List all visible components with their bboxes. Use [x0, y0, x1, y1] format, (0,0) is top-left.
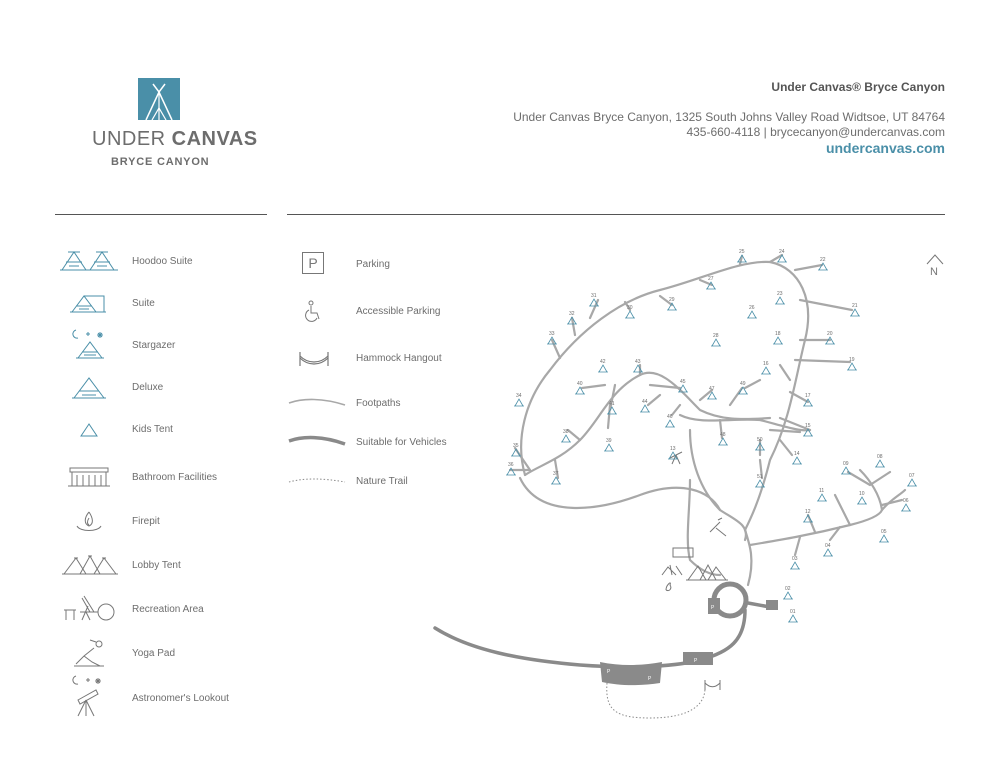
campsite-18 — [773, 331, 783, 344]
campsite-markers — [506, 249, 917, 622]
legend-label-suite: Suite — [132, 298, 155, 309]
campsite-11 — [817, 488, 827, 501]
legend-label-stargazer: Stargazer — [132, 340, 176, 351]
tent-icon — [783, 592, 793, 599]
parking-glyph: P — [607, 669, 611, 675]
site-number: 51 — [757, 474, 763, 480]
site-number: 09 — [843, 461, 849, 467]
tent-icon — [640, 405, 650, 412]
legend-label-lobby-tent: Lobby Tent — [132, 560, 181, 571]
campsite-42 — [598, 359, 608, 372]
address-line: Under Canvas Bryce Canyon, 1325 South Johns Valley Road Widtsoe, UT 84764 — [513, 110, 945, 124]
site-number: 17 — [805, 393, 811, 399]
campsite-43 — [633, 359, 643, 372]
site-number: 35 — [513, 443, 519, 449]
tent-icon — [514, 399, 524, 406]
legend-label-suitable-for-vehicles: Suitable for Vehicles — [356, 437, 447, 448]
property-title: Under Canvas® Bryce Canyon — [771, 80, 945, 94]
campsite-08 — [875, 454, 885, 467]
site-number: 08 — [877, 454, 883, 460]
site-number: 05 — [881, 529, 887, 535]
site-number: 31 — [591, 293, 597, 299]
nature-trail — [607, 683, 705, 718]
campsite-34 — [514, 393, 524, 406]
campsite-04 — [823, 543, 833, 556]
campsite-19 — [847, 357, 857, 370]
legend-label-firepit: Firepit — [132, 516, 160, 527]
campsite-22 — [818, 257, 828, 270]
campsite-24 — [777, 249, 787, 262]
site-number: 40 — [577, 381, 583, 387]
site-number: 45 — [680, 379, 686, 385]
tent-icon — [625, 311, 635, 318]
legend-label-deluxe: Deluxe — [132, 382, 164, 393]
site-number: 19 — [849, 357, 855, 363]
hammock-hangout-marker — [705, 680, 720, 690]
tent-icon — [773, 337, 783, 344]
tent-icon — [879, 535, 889, 542]
site-number: 30 — [627, 305, 633, 311]
site-number: 22 — [820, 257, 826, 263]
legend-label-parking: Parking — [356, 259, 390, 270]
campsite-14 — [792, 451, 802, 464]
site-number: 46 — [667, 414, 673, 420]
compass-north-label: N — [930, 266, 938, 278]
tent-icon — [775, 297, 785, 304]
accessible-parking-lot — [766, 600, 778, 610]
site-number: 36 — [508, 462, 514, 468]
footpath — [521, 262, 808, 530]
tent-icon — [875, 460, 885, 467]
legend-label-hoodoo-suite: Hoodoo Suite — [132, 256, 193, 267]
site-number: 41 — [609, 401, 615, 407]
logo-subtitle: BRYCE CANYON — [111, 156, 210, 168]
campsite-16 — [761, 361, 771, 374]
campsite-05 — [879, 529, 889, 542]
tent-icon — [747, 311, 757, 318]
tent-icon — [788, 615, 798, 622]
tent-icon — [665, 420, 675, 427]
site-number: 33 — [549, 331, 555, 337]
site-number: 12 — [805, 509, 811, 515]
site-number: 42 — [600, 359, 606, 365]
parking-glyph: P — [711, 605, 715, 611]
tent-icon — [718, 438, 728, 445]
tent-icon — [604, 444, 614, 451]
site-number: 02 — [785, 586, 791, 592]
legend-label-bathroom: Bathroom Facilities — [132, 472, 218, 483]
campsite-20 — [825, 331, 835, 344]
tent-icon — [551, 477, 561, 484]
recreation-marker — [662, 565, 682, 575]
logo-wordmark: UNDER CANVAS — [92, 128, 258, 150]
campsite-10 — [857, 491, 867, 504]
site-number: 29 — [669, 297, 675, 303]
campsite-36 — [506, 462, 516, 475]
campsite-28 — [711, 333, 721, 346]
site-number: 44 — [642, 399, 648, 405]
campsite-01 — [788, 609, 798, 622]
site-number: 16 — [763, 361, 769, 367]
site-number: 49 — [740, 381, 746, 387]
tent-icon — [561, 435, 571, 442]
campsite-23 — [775, 291, 785, 304]
campsite-37 — [551, 471, 561, 484]
tent-icon — [847, 363, 857, 370]
tent-icon — [790, 562, 800, 569]
legend-label-hammock-hangout: Hammock Hangout — [356, 353, 442, 364]
legend-label-recreation-area: Recreation Area — [132, 604, 204, 615]
site-number: 11 — [819, 488, 825, 494]
site-number: 39 — [606, 438, 612, 444]
legend-label-nature-trail: Nature Trail — [356, 476, 408, 487]
site-number: 13 — [670, 446, 676, 452]
site-number: 18 — [775, 331, 781, 337]
footpath-network — [510, 255, 905, 585]
site-number: 26 — [749, 305, 755, 311]
footpath — [795, 495, 850, 555]
campsite-07 — [907, 473, 917, 486]
site-number: 48 — [720, 432, 726, 438]
legend-label-astronomers-lookout: Astronomer's Lookout — [132, 693, 229, 704]
site-number: 50 — [757, 437, 763, 443]
footpath — [525, 373, 770, 475]
footpath — [750, 510, 882, 545]
tent-icon — [823, 549, 833, 556]
phone-email-line: 435-660-4118 | brycecanyon@undercanvas.com — [686, 125, 945, 139]
campsite-03 — [790, 556, 800, 569]
tent-icon — [711, 339, 721, 346]
site-number: 43 — [635, 359, 641, 365]
site-number: 32 — [569, 311, 575, 317]
legend-label-kids-tent: Kids Tent — [132, 424, 173, 435]
campsite-46 — [665, 414, 675, 427]
site-number: 06 — [903, 498, 909, 504]
site-number: 37 — [553, 471, 559, 477]
site-number: 27 — [708, 276, 714, 282]
campsite-06 — [901, 498, 911, 511]
parking-glyph: P — [694, 658, 698, 664]
site-number: 21 — [852, 303, 858, 309]
site-number: 01 — [790, 609, 796, 615]
campsite-48 — [718, 432, 728, 445]
yoga-pad-marker — [710, 518, 726, 536]
campsite-26 — [747, 305, 757, 318]
lobby-cluster — [662, 452, 728, 591]
tent-icon — [598, 365, 608, 372]
site-number: 25 — [739, 249, 745, 255]
campsite-30 — [625, 305, 635, 318]
site-number: 15 — [805, 423, 811, 429]
site-number: 14 — [794, 451, 800, 457]
site-number: 03 — [792, 556, 798, 562]
site-number: 38 — [563, 429, 569, 435]
legend-label-yoga-pad: Yoga Pad — [132, 648, 176, 659]
tent-icon — [841, 467, 851, 474]
parking-glyph: P — [648, 676, 652, 682]
tent-icon — [901, 504, 911, 511]
tent-icon — [907, 479, 917, 486]
site-number: 07 — [909, 473, 915, 479]
site-number: 28 — [713, 333, 719, 339]
website-link[interactable]: undercanvas.com — [825, 140, 945, 156]
site-number: 47 — [709, 386, 715, 392]
campsite-39 — [604, 438, 614, 451]
parking-lot-secondary — [683, 652, 713, 665]
legend-label-accessible-parking: Accessible Parking — [356, 306, 441, 317]
campsite-12 — [803, 509, 813, 522]
tent-icon — [817, 494, 827, 501]
tent-icon — [633, 365, 643, 372]
campsite-02 — [783, 586, 793, 599]
site-number: 34 — [516, 393, 522, 399]
legend-label-footpaths: Footpaths — [356, 398, 401, 409]
tent-icon — [857, 497, 867, 504]
site-number: 04 — [825, 543, 831, 549]
site-number: 23 — [777, 291, 783, 297]
site-number: 10 — [859, 491, 865, 497]
site-number: 20 — [827, 331, 833, 337]
firepit-marker — [666, 583, 671, 591]
tent-icon — [761, 367, 771, 374]
parking-icon: P — [302, 252, 324, 274]
site-number: 24 — [779, 249, 785, 255]
tent-icon — [792, 457, 802, 464]
